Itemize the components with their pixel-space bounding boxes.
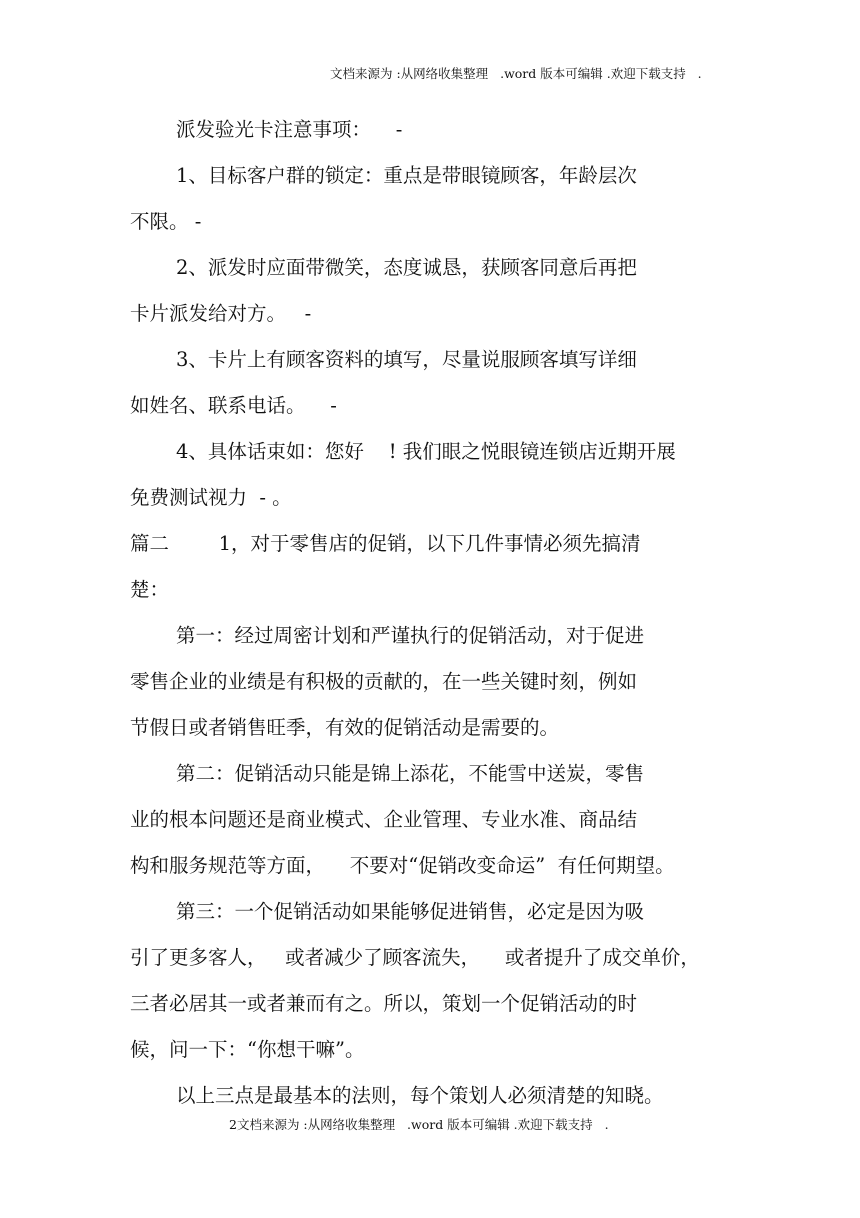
text-line: 楚：: [130, 578, 170, 601]
text-line: 零售企业的业绩是有积极的贡献的，在一些关键时刻，例如: [130, 670, 638, 693]
text-line: 以上三点是最基本的法则，每个策划人必须清楚的知晓。: [176, 1084, 664, 1107]
text-line: 三者必居其一或者兼而有之。所以，策划一个促销活动的时: [130, 992, 638, 1015]
text-line: 节假日或者销售旺季，有效的促销活动是需要的。: [130, 716, 560, 739]
text-line: 4、具体话束如：您好 ! 我们眼之悦眼镜连锁店近期开展: [176, 440, 676, 463]
text-line: 1、目标客户群的锁定：重点是带眼镜顾客，年龄层次: [176, 164, 637, 187]
text-line: 派发验光卡注意事项： -: [176, 118, 403, 141]
text-line: 候，问一下：“你想干嘛”。: [130, 1038, 365, 1061]
text-line: 第一：经过周密计划和严谨执行的促销活动，对于促进: [176, 624, 645, 647]
text-line: 不限。 -: [130, 210, 202, 233]
text-line: 业的根本问题还是商业模式、企业管理、专业水准、商品结: [130, 808, 638, 831]
text-line: 引了更多客人， 或者减少了顾客流失， 或者提升了成交单价，: [130, 946, 700, 969]
page-header: 文档来源为 :从网络收集整理 .word 版本可编辑 .欢迎下载支持 .: [330, 66, 702, 81]
text-line: 第三：一个促销活动如果能够促进销售，必定是因为吸: [176, 900, 645, 923]
text-line: 3、卡片上有顾客资料的填写，尽量说服顾客填写详细: [176, 348, 637, 371]
text-line: 如姓名、联系电话。 -: [130, 394, 337, 417]
text-line: 第二：促销活动只能是锦上添花，不能雪中送炭，零售: [176, 762, 645, 785]
text-line: 篇二 1，对于零售店的促销，以下几件事情必须先搞清: [130, 532, 641, 555]
text-line: 构和服务规范等方面， 不要对“促销改变命运” 有任何期望。: [130, 854, 675, 877]
text-line: 2、派发时应面带微笑，态度诚恳，获顾客同意后再把: [176, 256, 637, 279]
page-footer: 2文档来源为 :从网络收集整理 .word 版本可编辑 .欢迎下载支持 .: [229, 1117, 609, 1132]
text-line: 免费测试视力 - 。: [130, 486, 292, 509]
text-line: 卡片派发给对方。 -: [130, 302, 312, 325]
